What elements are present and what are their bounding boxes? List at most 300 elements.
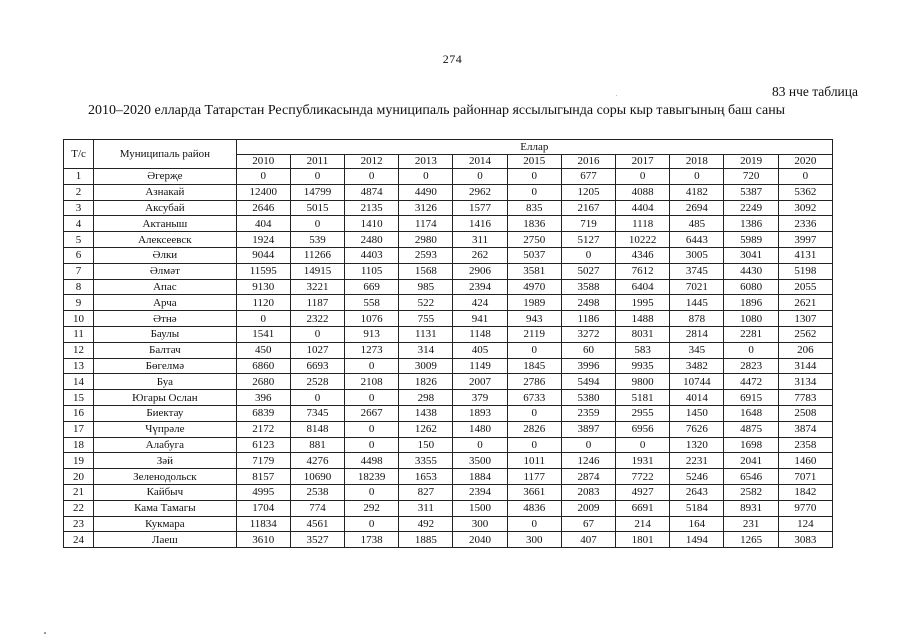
value-cell: 379 <box>453 390 507 406</box>
value-cell: 3134 <box>778 374 832 390</box>
value-cell: 2119 <box>507 326 561 342</box>
value-cell: 6956 <box>616 421 670 437</box>
value-cell: 1186 <box>561 311 615 327</box>
value-cell: 3588 <box>561 279 615 295</box>
value-cell: 0 <box>561 437 615 453</box>
value-cell: 1438 <box>399 405 453 421</box>
table-row <box>64 358 833 374</box>
value-cell: 311 <box>399 500 453 516</box>
table-row <box>64 390 833 406</box>
district-name-cell: Актаныш <box>94 216 237 232</box>
value-cell: 8157 <box>236 469 290 485</box>
value-cell: 881 <box>290 437 344 453</box>
value-cell: 4430 <box>724 263 778 279</box>
col-number-header: Т/с <box>64 140 94 169</box>
value-cell: 311 <box>453 232 507 248</box>
table-row <box>64 374 833 390</box>
value-cell: 405 <box>453 342 507 358</box>
value-cell: 2646 <box>236 200 290 216</box>
value-cell: 720 <box>724 169 778 185</box>
value-cell: 1494 <box>670 532 724 548</box>
year-header-cell: 2018 <box>670 155 724 169</box>
value-cell: 2281 <box>724 326 778 342</box>
value-cell: 943 <box>507 311 561 327</box>
value-cell: 11595 <box>236 263 290 279</box>
value-cell: 5037 <box>507 247 561 263</box>
table-row <box>64 279 833 295</box>
value-cell: 4498 <box>345 453 399 469</box>
value-cell: 4875 <box>724 421 778 437</box>
value-cell: 3355 <box>399 453 453 469</box>
district-name-cell: Балтач <box>94 342 237 358</box>
value-cell: 0 <box>345 516 399 532</box>
value-cell: 1149 <box>453 358 507 374</box>
district-name-cell: Буа <box>94 374 237 390</box>
year-header-cell: 2020 <box>778 155 832 169</box>
value-cell: 300 <box>507 532 561 548</box>
value-cell: 3221 <box>290 279 344 295</box>
value-cell: 1246 <box>561 453 615 469</box>
value-cell: 1826 <box>399 374 453 390</box>
value-cell: 7071 <box>778 469 832 485</box>
district-name-cell: Әлки <box>94 247 237 263</box>
value-cell: 1105 <box>345 263 399 279</box>
district-name-cell: Кама Тамагы <box>94 500 237 516</box>
row-number-cell: 18 <box>64 437 94 453</box>
row-number-cell: 12 <box>64 342 94 358</box>
row-number-cell: 17 <box>64 421 94 437</box>
value-cell: 2508 <box>778 405 832 421</box>
table-row <box>64 247 833 263</box>
district-name-cell: Апас <box>94 279 237 295</box>
value-cell: 1704 <box>236 500 290 516</box>
value-cell: 60 <box>561 342 615 358</box>
value-cell: 774 <box>290 500 344 516</box>
value-cell: 5246 <box>670 469 724 485</box>
value-cell: 1845 <box>507 358 561 374</box>
row-number-cell: 22 <box>64 500 94 516</box>
value-cell: 522 <box>399 295 453 311</box>
value-cell: 539 <box>290 232 344 248</box>
value-cell: 8031 <box>616 326 670 342</box>
value-cell: 2643 <box>670 484 724 500</box>
year-header-cell: 2014 <box>453 155 507 169</box>
value-cell: 2498 <box>561 295 615 311</box>
row-number-cell: 19 <box>64 453 94 469</box>
value-cell: 1011 <box>507 453 561 469</box>
value-cell: 677 <box>561 169 615 185</box>
value-cell: 1262 <box>399 421 453 437</box>
row-number-cell: 13 <box>64 358 94 374</box>
value-cell: 7179 <box>236 453 290 469</box>
value-cell: 1445 <box>670 295 724 311</box>
value-cell: 6443 <box>670 232 724 248</box>
value-cell: 2172 <box>236 421 290 437</box>
value-cell: 3005 <box>670 247 724 263</box>
row-number-cell: 21 <box>64 484 94 500</box>
value-cell: 7612 <box>616 263 670 279</box>
value-cell: 3996 <box>561 358 615 374</box>
value-cell: 12400 <box>236 184 290 200</box>
page-number: 274 <box>442 52 463 66</box>
table-row <box>64 295 833 311</box>
district-name-cell: Әтнә <box>94 311 237 327</box>
value-cell: 985 <box>399 279 453 295</box>
value-cell: 4490 <box>399 184 453 200</box>
value-cell: 0 <box>561 247 615 263</box>
value-cell: 11834 <box>236 516 290 532</box>
value-cell: 6860 <box>236 358 290 374</box>
district-name-cell: Югары Ослан <box>94 390 237 406</box>
value-cell: 5989 <box>724 232 778 248</box>
value-cell: 1896 <box>724 295 778 311</box>
district-name-cell: Алабуга <box>94 437 237 453</box>
value-cell: 0 <box>507 437 561 453</box>
table-row <box>64 311 833 327</box>
value-cell: 2955 <box>616 405 670 421</box>
value-cell: 3527 <box>290 532 344 548</box>
value-cell: 8148 <box>290 421 344 437</box>
value-cell: 1884 <box>453 469 507 485</box>
value-cell: 9935 <box>616 358 670 374</box>
value-cell: 2336 <box>778 216 832 232</box>
value-cell: 3041 <box>724 247 778 263</box>
value-cell: 0 <box>345 390 399 406</box>
value-cell: 8931 <box>724 500 778 516</box>
col-district-header: Муниципаль район <box>94 140 237 169</box>
value-cell: 4403 <box>345 247 399 263</box>
table-row <box>64 453 833 469</box>
value-cell: 0 <box>507 405 561 421</box>
year-header-cell: 2016 <box>561 155 615 169</box>
district-name-cell: Лаеш <box>94 532 237 548</box>
value-cell: 5184 <box>670 500 724 516</box>
value-cell: 6546 <box>724 469 778 485</box>
value-cell: 2667 <box>345 405 399 421</box>
district-name-cell: Чүпрәле <box>94 421 237 437</box>
value-cell: 1648 <box>724 405 778 421</box>
value-cell: 5198 <box>778 263 832 279</box>
value-cell: 1541 <box>236 326 290 342</box>
value-cell: 0 <box>453 169 507 185</box>
value-cell: 1460 <box>778 453 832 469</box>
value-cell: 10222 <box>616 232 670 248</box>
district-name-cell: Зәй <box>94 453 237 469</box>
value-cell: 1488 <box>616 311 670 327</box>
year-header-cell: 2019 <box>724 155 778 169</box>
value-cell: 0 <box>453 437 507 453</box>
value-cell: 755 <box>399 311 453 327</box>
value-cell: 1480 <box>453 421 507 437</box>
value-cell: 4182 <box>670 184 724 200</box>
value-cell: 1187 <box>290 295 344 311</box>
value-cell: 4927 <box>616 484 670 500</box>
value-cell: 2108 <box>345 374 399 390</box>
value-cell: 1653 <box>399 469 453 485</box>
value-cell: 2394 <box>453 279 507 295</box>
value-cell: 2480 <box>345 232 399 248</box>
value-cell: 9130 <box>236 279 290 295</box>
value-cell: 2786 <box>507 374 561 390</box>
value-cell: 0 <box>724 342 778 358</box>
value-cell: 0 <box>507 342 561 358</box>
table-row <box>64 342 833 358</box>
value-cell: 300 <box>453 516 507 532</box>
value-cell: 298 <box>399 390 453 406</box>
value-cell: 5380 <box>561 390 615 406</box>
table-title: 2010–2020 елларда Татарстан Республикасында муниципаль районнар яссылыгында соры кыр тавыгының баш саны <box>88 103 786 118</box>
row-number-cell: 24 <box>64 532 94 548</box>
value-cell: 1076 <box>345 311 399 327</box>
district-name-cell: Әгерҗе <box>94 169 237 185</box>
value-cell: 941 <box>453 311 507 327</box>
value-cell: 3009 <box>399 358 453 374</box>
value-cell: 913 <box>345 326 399 342</box>
value-cell: 0 <box>507 516 561 532</box>
value-cell: 7021 <box>670 279 724 295</box>
value-cell: 2528 <box>290 374 344 390</box>
value-cell: 1836 <box>507 216 561 232</box>
value-cell: 2823 <box>724 358 778 374</box>
value-cell: 1118 <box>616 216 670 232</box>
value-cell: 583 <box>616 342 670 358</box>
value-cell: 2593 <box>399 247 453 263</box>
value-cell: 3661 <box>507 484 561 500</box>
value-cell: 231 <box>724 516 778 532</box>
value-cell: 2358 <box>778 437 832 453</box>
value-cell: 345 <box>670 342 724 358</box>
value-cell: 314 <box>399 342 453 358</box>
value-cell: 6839 <box>236 405 290 421</box>
value-cell: 1801 <box>616 532 670 548</box>
value-cell: 4836 <box>507 500 561 516</box>
value-cell: 2135 <box>345 200 399 216</box>
district-name-cell: Аксубай <box>94 200 237 216</box>
value-cell: 0 <box>616 437 670 453</box>
value-cell: 9800 <box>616 374 670 390</box>
value-cell: 1738 <box>345 532 399 548</box>
value-cell: 206 <box>778 342 832 358</box>
value-cell: 1989 <box>507 295 561 311</box>
value-cell: 6691 <box>616 500 670 516</box>
row-number-cell: 23 <box>64 516 94 532</box>
value-cell: 10690 <box>290 469 344 485</box>
district-name-cell: Кайбыч <box>94 484 237 500</box>
value-cell: 1931 <box>616 453 670 469</box>
value-cell: 0 <box>345 484 399 500</box>
value-cell: 6915 <box>724 390 778 406</box>
row-number-cell: 14 <box>64 374 94 390</box>
table-row <box>64 484 833 500</box>
value-cell: 2980 <box>399 232 453 248</box>
table-number: 83 нче таблица <box>771 84 858 99</box>
table-row <box>64 500 833 516</box>
value-cell: 164 <box>670 516 724 532</box>
value-cell: 558 <box>345 295 399 311</box>
value-cell: 6693 <box>290 358 344 374</box>
value-cell: 1027 <box>290 342 344 358</box>
district-name-cell: Азнакай <box>94 184 237 200</box>
value-cell: 1307 <box>778 311 832 327</box>
value-cell: 3997 <box>778 232 832 248</box>
value-cell: 6080 <box>724 279 778 295</box>
value-cell: 14915 <box>290 263 344 279</box>
value-cell: 4561 <box>290 516 344 532</box>
value-cell: 1120 <box>236 295 290 311</box>
value-cell: 3500 <box>453 453 507 469</box>
value-cell: 2249 <box>724 200 778 216</box>
value-cell: 7626 <box>670 421 724 437</box>
value-cell: 3272 <box>561 326 615 342</box>
value-cell: 2009 <box>561 500 615 516</box>
table-row <box>64 184 833 200</box>
row-number-cell: 1 <box>64 169 94 185</box>
value-cell: 2874 <box>561 469 615 485</box>
value-cell: 1924 <box>236 232 290 248</box>
value-cell: 0 <box>236 169 290 185</box>
value-cell: 0 <box>290 169 344 185</box>
value-cell: 669 <box>345 279 399 295</box>
scan-speck <box>44 632 46 634</box>
value-cell: 9770 <box>778 500 832 516</box>
value-cell: 10744 <box>670 374 724 390</box>
value-cell: 3897 <box>561 421 615 437</box>
value-cell: 719 <box>561 216 615 232</box>
year-header-cell: 2015 <box>507 155 561 169</box>
table-row <box>64 216 833 232</box>
value-cell: 3092 <box>778 200 832 216</box>
value-cell: 3610 <box>236 532 290 548</box>
value-cell: 9044 <box>236 247 290 263</box>
value-cell: 4995 <box>236 484 290 500</box>
table-row <box>64 469 833 485</box>
value-cell: 0 <box>236 311 290 327</box>
table-header <box>64 140 833 169</box>
value-cell: 0 <box>670 169 724 185</box>
table-body <box>64 169 833 548</box>
year-header-cell: 2013 <box>399 155 453 169</box>
value-cell: 2231 <box>670 453 724 469</box>
value-cell: 2814 <box>670 326 724 342</box>
value-cell: 1893 <box>453 405 507 421</box>
row-number-cell: 2 <box>64 184 94 200</box>
value-cell: 2083 <box>561 484 615 500</box>
value-cell: 4472 <box>724 374 778 390</box>
value-cell: 1995 <box>616 295 670 311</box>
value-cell: 2359 <box>561 405 615 421</box>
years-group-header: Еллар <box>236 140 832 155</box>
value-cell: 3083 <box>778 532 832 548</box>
value-cell: 0 <box>616 169 670 185</box>
value-cell: 2007 <box>453 374 507 390</box>
district-name-cell: Әлмәт <box>94 263 237 279</box>
row-number-cell: 16 <box>64 405 94 421</box>
row-number-cell: 4 <box>64 216 94 232</box>
value-cell: 5494 <box>561 374 615 390</box>
value-cell: 2694 <box>670 200 724 216</box>
value-cell: 2826 <box>507 421 561 437</box>
district-name-cell: Кукмара <box>94 516 237 532</box>
value-cell: 262 <box>453 247 507 263</box>
value-cell: 0 <box>399 169 453 185</box>
value-cell: 0 <box>507 169 561 185</box>
year-header-cell: 2012 <box>345 155 399 169</box>
value-cell: 7345 <box>290 405 344 421</box>
value-cell: 1080 <box>724 311 778 327</box>
value-cell: 14799 <box>290 184 344 200</box>
table-row <box>64 169 833 185</box>
value-cell: 18239 <box>345 469 399 485</box>
value-cell: 1568 <box>399 263 453 279</box>
value-cell: 4970 <box>507 279 561 295</box>
value-cell: 1698 <box>724 437 778 453</box>
value-cell: 0 <box>345 358 399 374</box>
value-cell: 4346 <box>616 247 670 263</box>
value-cell: 1177 <box>507 469 561 485</box>
value-cell: 404 <box>236 216 290 232</box>
value-cell: 4276 <box>290 453 344 469</box>
data-table <box>63 139 833 548</box>
district-name-cell: Арча <box>94 295 237 311</box>
value-cell: 0 <box>345 437 399 453</box>
value-cell: 1410 <box>345 216 399 232</box>
value-cell: 5127 <box>561 232 615 248</box>
district-name-cell: Баулы <box>94 326 237 342</box>
value-cell: 3144 <box>778 358 832 374</box>
value-cell: 3482 <box>670 358 724 374</box>
district-name-cell: Зеленодольск <box>94 469 237 485</box>
value-cell: 1273 <box>345 342 399 358</box>
value-cell: 1174 <box>399 216 453 232</box>
table-row <box>64 437 833 453</box>
value-cell: 2040 <box>453 532 507 548</box>
value-cell: 407 <box>561 532 615 548</box>
value-cell: 5387 <box>724 184 778 200</box>
value-cell: 1577 <box>453 200 507 216</box>
value-cell: 878 <box>670 311 724 327</box>
row-number-cell: 15 <box>64 390 94 406</box>
value-cell: 1416 <box>453 216 507 232</box>
value-cell: 827 <box>399 484 453 500</box>
row-number-cell: 10 <box>64 311 94 327</box>
value-cell: 7722 <box>616 469 670 485</box>
value-cell: 2562 <box>778 326 832 342</box>
value-cell: 5027 <box>561 263 615 279</box>
value-cell: 7783 <box>778 390 832 406</box>
value-cell: 2055 <box>778 279 832 295</box>
value-cell: 1450 <box>670 405 724 421</box>
value-cell: 0 <box>290 390 344 406</box>
value-cell: 450 <box>236 342 290 358</box>
value-cell: 1265 <box>724 532 778 548</box>
value-cell: 0 <box>345 169 399 185</box>
value-cell: 124 <box>778 516 832 532</box>
row-number-cell: 20 <box>64 469 94 485</box>
year-header-cell: 2011 <box>290 155 344 169</box>
value-cell: 5015 <box>290 200 344 216</box>
value-cell: 3581 <box>507 263 561 279</box>
value-cell: 2962 <box>453 184 507 200</box>
value-cell: 2322 <box>290 311 344 327</box>
value-cell: 6123 <box>236 437 290 453</box>
value-cell: 0 <box>290 326 344 342</box>
district-name-cell: Бөгелмә <box>94 358 237 374</box>
value-cell: 214 <box>616 516 670 532</box>
value-cell: 11266 <box>290 247 344 263</box>
row-number-cell: 5 <box>64 232 94 248</box>
value-cell: 2041 <box>724 453 778 469</box>
value-cell: 2167 <box>561 200 615 216</box>
